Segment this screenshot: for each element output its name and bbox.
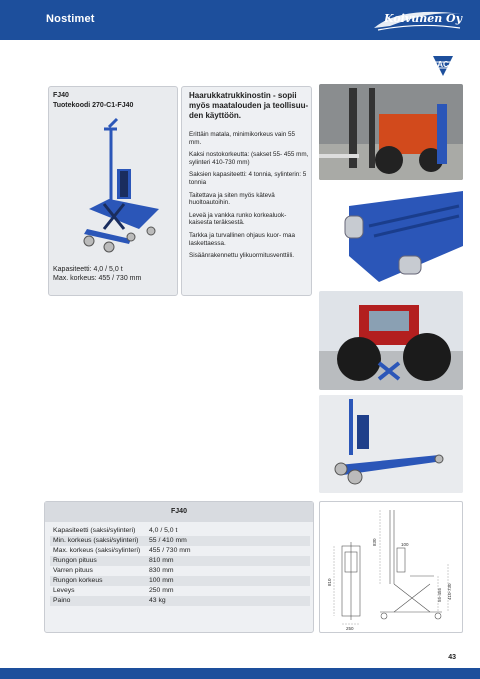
description-paragraph: Saksien kapasiteetti: 4 tonnia, sylinterin: 5 tonnia: [189, 171, 307, 186]
jack-closeup-photo: [319, 186, 463, 282]
product-code-block: [53, 91, 133, 111]
table-cell-label: Min. korkeus (saksi/sylinteri): [53, 537, 139, 544]
product-panel: [48, 86, 178, 296]
description-heading: Haarukkatrukkinostin - sopii myös maatalouden ja teollisuu- den käyttöön.: [189, 91, 309, 120]
product-code: Tuotekoodi 270-C1-FJ40: [53, 102, 134, 109]
dim-width: 250: [346, 626, 354, 631]
table-cell-value: 43 kg: [149, 597, 166, 604]
dim-frame-height: 100: [401, 542, 409, 547]
table-cell-value: 455 / 730 mm: [149, 547, 191, 554]
forklift-photo: [319, 84, 463, 180]
table-cell-label: Max. korkeus (saksi/sylinteri): [53, 547, 141, 554]
description-paragraph: Erittäin matala, minimikorkeus vain 55 mm.: [189, 131, 296, 146]
ac-logo: [431, 54, 455, 78]
header-bar: [0, 0, 480, 40]
dim-arm-length: 830: [372, 538, 377, 546]
dim-scissor-height: 55-455: [437, 587, 442, 602]
jack-product-image: [69, 109, 169, 259]
table-cell-value: 4,0 / 5,0 t: [149, 527, 178, 534]
table-row: [50, 546, 310, 556]
description-panel: [181, 86, 312, 296]
dim-cylinder-height: 410-730: [447, 583, 452, 600]
tractor-photo: [319, 291, 463, 390]
table-cell-label: Rungon pituus: [53, 557, 97, 564]
table-cell-label: Kapasiteetti (saksi/sylinteri): [53, 527, 136, 534]
description-paragraph: Kaksi nostokorkeutta: (sakset 55- 455 mm, sylinteri 410-730 mm): [189, 151, 309, 166]
table-cell-value: 250 mm: [149, 587, 174, 594]
spec-table-title: FJ40: [45, 502, 313, 522]
footer-bar: [0, 668, 480, 679]
table-cell-value: 810 mm: [149, 557, 174, 564]
table-cell-value: 830 mm: [149, 567, 174, 574]
ac-logo-text: AC: [437, 60, 449, 69]
table-row: [50, 586, 310, 596]
product-model: FJ40: [53, 92, 69, 99]
page-number: 43: [448, 654, 456, 661]
product-height: Max. korkeus: 455 / 730 mm: [53, 275, 142, 282]
table-cell-value: 100 mm: [149, 577, 174, 584]
table-cell-label: Paino: [53, 597, 71, 604]
product-spec-block: [53, 265, 141, 283]
dim-frame-length: 810: [327, 578, 332, 586]
brand-logo: [370, 8, 466, 32]
table-cell-value: 55 / 410 mm: [149, 537, 187, 544]
product-capacity: Kapasiteetti: 4,0 / 5,0 t: [53, 266, 123, 273]
table-row: [50, 536, 310, 546]
brand-name: Koivunen Oy: [384, 12, 463, 25]
section-title: Nostimet: [46, 13, 95, 25]
description-paragraph: Taitettava ja siten myös kätevä huoltoautoihin.: [189, 191, 275, 207]
description-paragraph: Tarkka ja turvallinen ohjaus kuor- maa laskettaessa.: [189, 231, 296, 247]
jack-side-photo: [319, 395, 463, 493]
technical-drawing: [319, 501, 463, 633]
table-cell-label: Rungon korkeus: [53, 577, 103, 584]
table-row: [50, 526, 310, 536]
description-paragraph: Sisäänrakennettu ylikuormitusventtiili.: [189, 252, 294, 260]
description-paragraph: Leveä ja vankka runko korkealuok- kaisesta teräksestä.: [189, 211, 287, 227]
table-row: [50, 596, 310, 606]
table-row: [50, 566, 310, 576]
table-cell-label: Varren pituus: [53, 567, 93, 574]
table-row: [50, 556, 310, 566]
table-cell-label: Leveys: [53, 587, 75, 594]
table-row: [50, 576, 310, 586]
spec-table: [44, 501, 314, 633]
description-body: [189, 131, 309, 265]
